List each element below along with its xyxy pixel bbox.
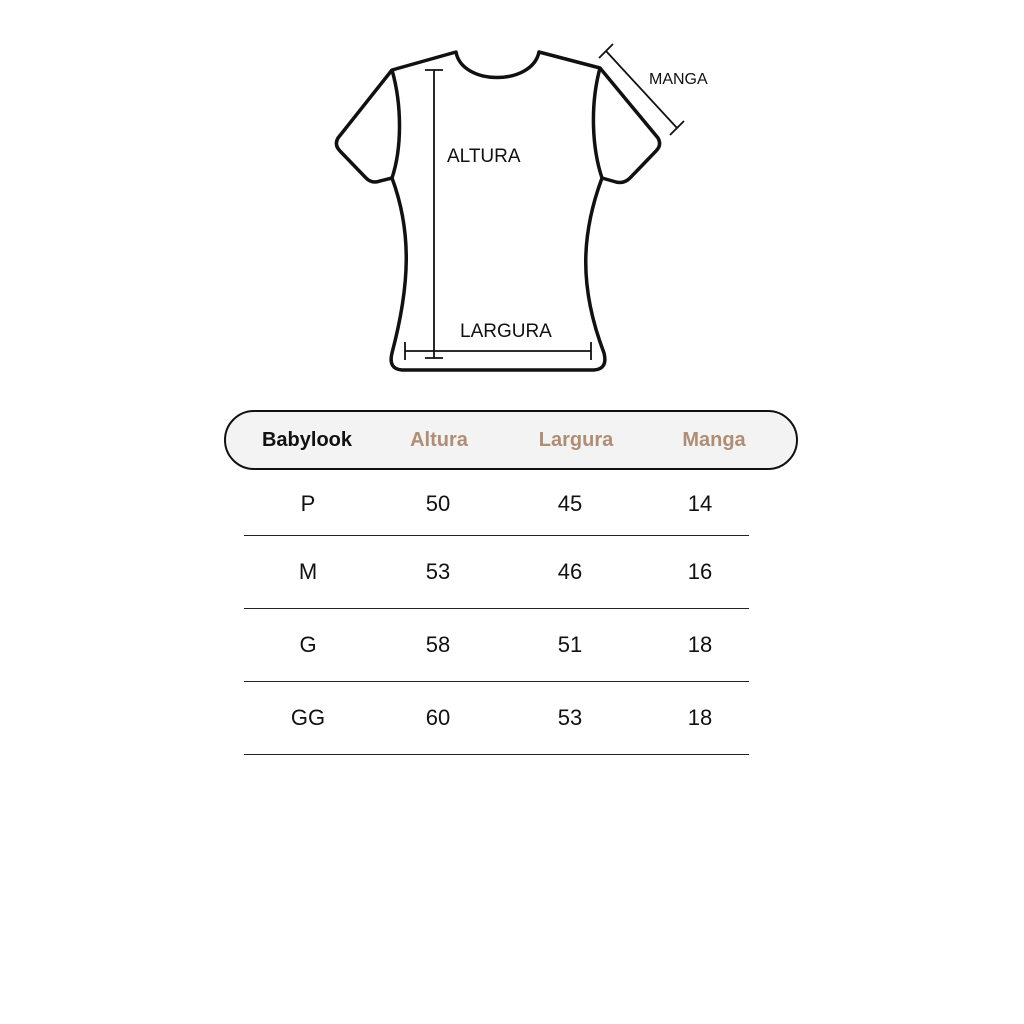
height-dimension-line <box>425 70 443 358</box>
size-cell: G <box>299 632 317 657</box>
largura-cell: 45 <box>557 490 583 516</box>
right-sleeve-seam <box>593 68 602 178</box>
size-cell: GG <box>290 705 326 730</box>
largura-cell: 51 <box>557 632 583 657</box>
table-row <box>244 536 749 609</box>
header-model: Babylook <box>261 429 353 451</box>
size-cell: M <box>298 559 318 584</box>
table-row <box>244 682 749 755</box>
header-largura: Largura <box>538 429 614 451</box>
altura-cell: 58 <box>425 632 451 657</box>
largura-cell: 53 <box>557 705 583 730</box>
size-table <box>244 472 749 755</box>
altura-cell: 60 <box>425 705 451 730</box>
largura-cell: 46 <box>557 559 583 584</box>
width-label: LARGURA <box>460 321 552 342</box>
sleeve-label: MANGA <box>649 71 708 88</box>
header-manga: Manga <box>682 429 746 451</box>
left-sleeve-seam <box>392 70 400 178</box>
manga-cell: 18 <box>687 632 713 657</box>
manga-cell: 18 <box>687 705 713 730</box>
header-altura: Altura <box>410 429 468 451</box>
manga-cell: 16 <box>687 559 713 584</box>
height-label: ALTURA <box>447 146 521 167</box>
shirt-diagram <box>0 0 1024 390</box>
size-table-header <box>224 410 798 470</box>
table-row <box>244 472 749 536</box>
altura-cell: 50 <box>425 490 451 516</box>
altura-cell: 53 <box>425 559 451 584</box>
sleeve-dimension-line <box>599 44 684 135</box>
table-row <box>244 609 749 682</box>
size-cell: P <box>300 490 316 516</box>
manga-cell: 14 <box>687 490 713 516</box>
